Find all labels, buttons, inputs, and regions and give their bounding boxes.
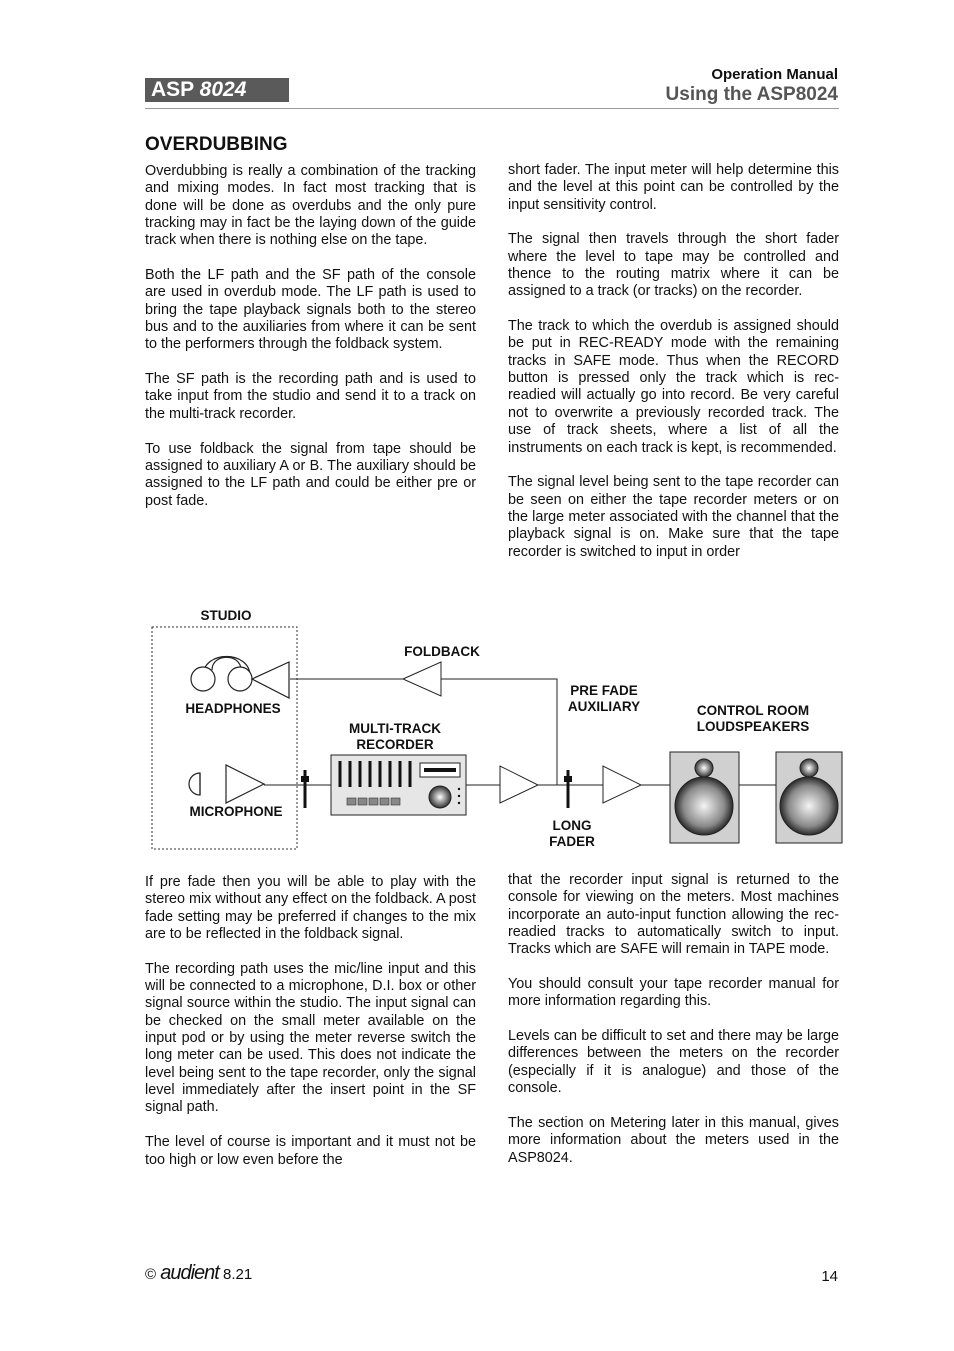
right-bottom-column	[508, 872, 839, 1184]
control-room-label-line2: LOUDSPEAKERS	[696, 719, 810, 734]
prefade-label-line1: PRE FADE	[570, 683, 638, 698]
paragraph: short fader. The input meter will help determine this and the level at this point can be controlled by the input sensitivity control.	[508, 162, 839, 213]
page-heading: OVERDUBBING	[145, 134, 288, 155]
foldback-amp	[403, 662, 441, 696]
recorder-output-amp	[500, 766, 538, 803]
logo-model: 8024	[199, 78, 247, 101]
paragraph: that the recorder input signal is returned to the console for viewing on the meters. Most machines incorporate an auto-input function allowing the rec-readied tracks to automatically switch to input. Tracks which are SAFE will remain in TAPE mode.	[508, 872, 839, 958]
paragraph: Overdubbing is really a combination of the tracking and mixing modes. In fact most tracking that is done will be done as overdubs and the only pure tracking may in fact be the laying down of the guide track when there is nothing else on the tape.	[145, 163, 476, 249]
footer-left	[145, 1262, 252, 1285]
control-room-label-line1: CONTROL ROOM	[696, 703, 810, 718]
headphones-icon	[191, 657, 289, 699]
paragraph: The SF path is the recording path and is used to take input from the studio and send it to a track on the multi-track recorder.	[145, 371, 476, 422]
version-number: 8.21	[223, 1266, 253, 1283]
recorder-label-line1: MULTI-TRACK	[349, 721, 441, 736]
control-room-label	[670, 703, 836, 735]
studio-label: STUDIO	[200, 608, 252, 623]
paragraph: The track to which the overdub is assigned should be put in REC-READY mode with the remaining tracks in SAFE mode. Thus when the RECORD button is pressed only the track which is rec-readied will actually go into record. Be very careful not to overwrite a previously recorded track. The use of track sheets, where a list of all the instruments on each track is kept, is recommended.	[508, 318, 839, 456]
brand-logo: audient	[160, 1262, 219, 1284]
manual-title: Operation Manual	[711, 66, 838, 83]
paragraph: To use foldback the signal from tape should be assigned to auxiliary A or B. The auxiliary should be assigned to the LF path and could be either pre or post fade.	[145, 440, 476, 509]
recorder-label-line2: RECORDER	[356, 737, 434, 752]
microphone-label: MICROPHONE	[189, 804, 283, 819]
paragraph: Levels can be difficult to set and there may be large differences between the meters on the recorder (especially if it is analogue) and those of the console.	[508, 1028, 839, 1097]
short-fader-icon	[301, 770, 309, 808]
paragraph: The level of course is important and it must not be too high or low even before the	[145, 1134, 476, 1168]
paragraph: The recording path uses the mic/line input and this will be connected to a microphone, D.I. box or other signal source within the studio. The input signal can be checked on the small meter available on the input pod or by using the meter reverse switch the long meter can be used. This does not indicate the level being sent to the tape recorder, only the signal level immediately after the insert point in the SF signal path.	[145, 960, 476, 1116]
microphone-icon	[189, 765, 264, 803]
paragraph: You should consult your tape recorder manual for more information regarding this.	[508, 976, 839, 1010]
headphones-label: HEADPHONES	[185, 701, 281, 716]
section-title: Using the ASP8024	[665, 84, 838, 105]
paragraph: The signal then travels through the short fader where the level to tape may be controlled and thence to the routing matrix where it can be assigned to a track (or tracks) on the recorder.	[508, 231, 839, 300]
prefade-label-line2: AUXILIARY	[567, 699, 641, 714]
paragraph: The signal level being sent to the tape recorder can be seen on either the tape recorder meters or on the large meter associated with the channel that the playback signal is on. Make sure that the tape recorder is switched to input in order	[508, 474, 839, 560]
paragraph: If pre fade then you will be able to play with the stereo mix without any effect on the foldback. A post fade setting may be preferred if changes to the mix are to be reflected in the foldback signal.	[145, 874, 476, 943]
multitrack-recorder-icon	[331, 755, 466, 815]
paragraph: Both the LF path and the SF path of the console are used in overdub mode. The LF path is used to bring the tape playback signals both to the stereo bus and to the auxiliaries from where it can be sent to the performers through the foldback system.	[145, 267, 476, 353]
prefade-label	[553, 683, 655, 715]
logo-prefix: ASP	[151, 78, 194, 101]
foldback-label: FOLDBACK	[404, 644, 480, 659]
copyright-symbol: ©	[145, 1266, 157, 1283]
loudspeaker-left-icon	[670, 752, 739, 843]
page-number: 14	[821, 1268, 838, 1285]
long-fader-icon	[564, 770, 572, 808]
long-fader-label-line2: FADER	[549, 834, 595, 849]
long-fader-label	[532, 818, 612, 850]
recorder-label	[330, 721, 460, 753]
loudspeaker-right-icon	[776, 752, 842, 843]
long-fader-label-line1: LONG	[552, 818, 592, 833]
speaker-amp	[603, 766, 641, 803]
paragraph: The section on Metering later in this manual, gives more information about the meters used in the ASP8024.	[508, 1114, 839, 1166]
left-bottom-column	[145, 874, 476, 1186]
